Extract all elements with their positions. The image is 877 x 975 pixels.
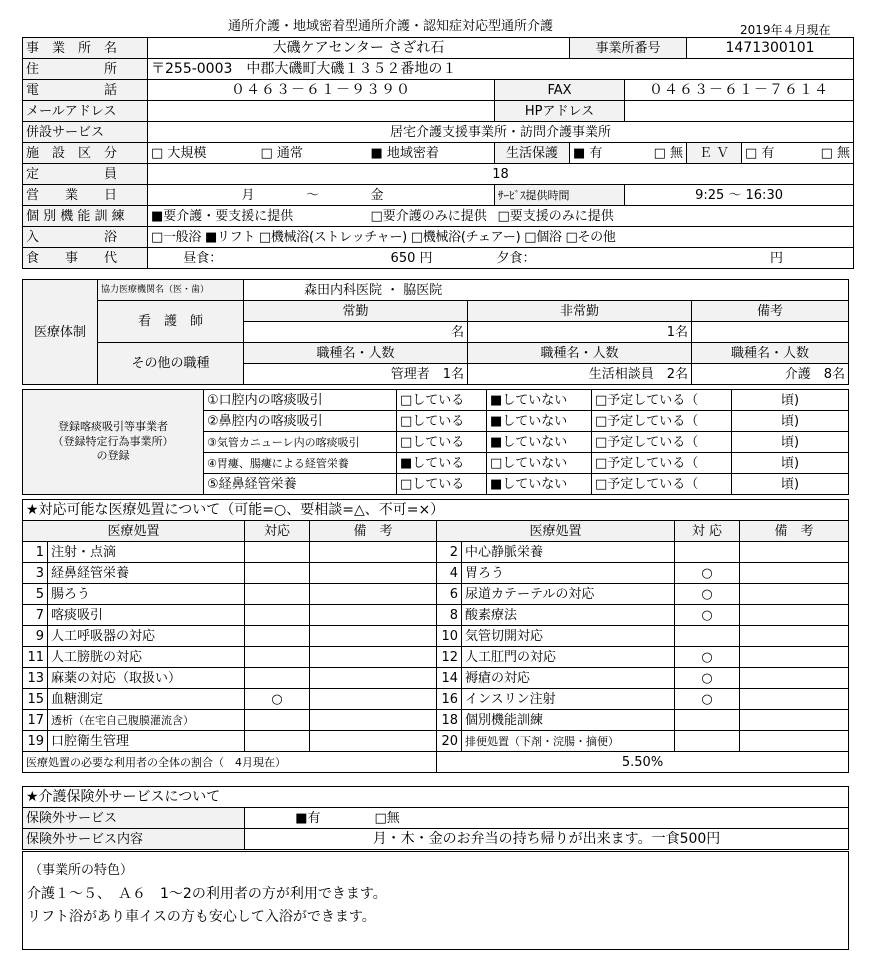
job-header-2: 職種名・人数 — [468, 343, 692, 364]
fax: ０４６３－６１－７６１４ — [625, 80, 854, 101]
treatment-section-title: ★対応可能な医療処置について（可能=○、要相談=△、不可=×） — [23, 500, 849, 521]
features-box — [22, 851, 849, 950]
facility-label: 施 設 区 分 — [23, 143, 148, 164]
medical-section-label: 医療体制 — [23, 280, 98, 385]
treatment-header-item: 医療処置 — [23, 521, 245, 542]
treatment-header-resp: 対応 — [245, 521, 310, 542]
remarks-header: 備考 — [692, 301, 849, 322]
suction-item: ①口腔内の喀痰吸引 — [204, 390, 397, 411]
office-info-table — [22, 37, 854, 269]
suction-planned: □予定している（ — [592, 474, 732, 495]
nurse-fulltime: 名 — [244, 322, 468, 343]
facility-local: ■ 地域密着 — [368, 143, 495, 164]
row-address — [23, 59, 854, 80]
treatment-response — [245, 626, 310, 647]
treatment-response: ○ — [675, 668, 740, 689]
welfare-yes: ■ 有 — [570, 143, 625, 164]
treatment-note — [740, 626, 849, 647]
dinner-price: 円 — [570, 248, 854, 269]
job-3 — [692, 364, 849, 385]
treatment-note — [740, 689, 849, 710]
suction-item: ④胃瘻、腸瘻による経管栄養 — [204, 453, 397, 474]
treatment-note — [310, 563, 437, 584]
treatment-table — [22, 499, 849, 773]
fulltime-header: 常勤 — [244, 301, 468, 322]
suction-planned-time: 頃) — [732, 432, 849, 453]
job-2-name: 生活相談員 — [588, 366, 654, 382]
suction-item: ②鼻腔内の喀痰吸引 — [204, 411, 397, 432]
treatment-row — [23, 689, 849, 710]
treatment-item: 人工肛門の対応 — [462, 647, 675, 668]
tel: ０４６３－６１－９３９０ — [148, 80, 495, 101]
treatment-header-note-2: 備 考 — [740, 521, 849, 542]
treatment-note — [740, 710, 849, 731]
treatment-item: 人工膀胱の対応 — [48, 647, 245, 668]
treatment-response — [245, 563, 310, 584]
treatment-number: 5 — [23, 584, 48, 605]
training-opt1: ■要介護・要支援に提供 — [148, 206, 368, 227]
insurance-content-label: 保険外サービス内容 — [23, 829, 245, 850]
treatment-number: 2 — [437, 542, 462, 563]
suction-row-1 — [23, 390, 849, 411]
insurance-svc-label: 保険外サービス — [23, 808, 245, 829]
mail-label: メールアドレス — [23, 101, 148, 122]
treatment-response: ○ — [675, 605, 740, 626]
row-tel — [23, 80, 854, 101]
training-opt3: □要支援のみに提供 — [495, 206, 854, 227]
treatment-response — [245, 668, 310, 689]
nurse-remarks — [692, 322, 849, 343]
treatment-number: 17 — [23, 710, 48, 731]
treatment-number: 6 — [437, 584, 462, 605]
suction-planned-time: 頃) — [732, 390, 849, 411]
suction-planned: □予定している（ — [592, 390, 732, 411]
office-number-label: 事業所番号 — [570, 38, 687, 59]
job-3-name: 介護 — [784, 366, 811, 382]
suction-not-doing: ■していない — [487, 411, 592, 432]
suction-doing: □している — [397, 390, 487, 411]
treatment-item: 個別機能訓練 — [462, 710, 675, 731]
office-name-label: 事 業 所 名 — [23, 38, 148, 59]
suction-planned-time: 頃) — [732, 411, 849, 432]
treatment-response — [245, 710, 310, 731]
insurance-content: 月・木・金のお弁当の持ち帰りが出来ます。一食500円 — [245, 829, 849, 850]
suction-planned: □予定している（ — [592, 411, 732, 432]
office-number: 1471300101 — [687, 38, 854, 59]
combined-label: 併設サービス — [23, 122, 148, 143]
treatment-item: 注射・点滴 — [48, 542, 245, 563]
job-1 — [244, 364, 468, 385]
row-combined — [23, 122, 854, 143]
mail — [148, 101, 495, 122]
treatment-number: 14 — [437, 668, 462, 689]
combined-services: 居宅介護支援事業所・訪問介護事業所 — [148, 122, 854, 143]
treatment-note — [310, 668, 437, 689]
treatment-note — [310, 542, 437, 563]
treatment-header-item-2: 医療処置 — [437, 521, 675, 542]
as-of-date: 2019年４月現在 — [740, 23, 831, 37]
insurance-table — [22, 786, 849, 850]
bath-opt-individual: □個浴 — [524, 229, 562, 245]
treatment-item: 血糖測定 — [48, 689, 245, 710]
treatment-number: 16 — [437, 689, 462, 710]
ev-no: □ 無 — [786, 143, 854, 164]
treatment-note — [740, 584, 849, 605]
hp-label: HPアドレス — [495, 101, 625, 122]
treatment-item: 排便処置（下剤・浣腸・摘便） — [462, 731, 675, 752]
treatment-note — [740, 542, 849, 563]
treatment-row — [23, 647, 849, 668]
capacity-label: 定 員 — [23, 164, 148, 185]
insurance-section-title: ★介護保険外サービスについて — [23, 787, 849, 808]
suction-doing: □している — [397, 411, 487, 432]
treatment-number: 12 — [437, 647, 462, 668]
bath-opt-general: □一般浴 — [151, 229, 202, 245]
features-line-1: 介護１～５、 Ａ６ 1～2の利用者の方が利用できます。 — [27, 886, 387, 902]
nurse-parttime: 1名 — [468, 322, 692, 343]
welfare-no: □ 無 — [625, 143, 687, 164]
ev-yes: □ 有 — [742, 143, 786, 164]
ratio-value: 5.50% — [437, 752, 849, 773]
treatment-note — [310, 605, 437, 626]
hp — [625, 101, 854, 122]
suction-not-doing: ■していない — [487, 390, 592, 411]
job-1-name: 管理者 — [390, 366, 430, 382]
treatment-response — [245, 647, 310, 668]
coop-label: 協力医療機関名（医・歯） — [98, 280, 244, 301]
treatment-row — [23, 542, 849, 563]
treatment-number: 7 — [23, 605, 48, 626]
treatment-note — [740, 647, 849, 668]
treatment-item: 酸素療法 — [462, 605, 675, 626]
treatment-response — [245, 542, 310, 563]
treatment-item: 麻薬の対応（取扱い） — [48, 668, 245, 689]
meal-label: 食 事 代 — [23, 248, 148, 269]
treatment-item: 口腔衛生管理 — [48, 731, 245, 752]
other-staff-label: その他の職種 — [98, 343, 244, 385]
treatment-header-resp-2: 対 応 — [675, 521, 740, 542]
hours-label: ｻｰﾋﾞｽ提供時間 — [495, 185, 625, 206]
training-label: 個 別 機 能 訓 練 — [23, 206, 148, 227]
treatment-response — [675, 542, 740, 563]
suction-item: ③気管カニューレ内の喀痰吸引 — [204, 432, 397, 453]
treatment-number: 13 — [23, 668, 48, 689]
suction-table — [22, 389, 849, 495]
row-mail — [23, 101, 854, 122]
treatment-item: 透析（在宅自己腹膜灌流含） — [48, 710, 245, 731]
tel-label: 電 話 — [23, 80, 148, 101]
suction-planned-time: 頃) — [732, 474, 849, 495]
treatment-response — [245, 584, 310, 605]
bath-opt-chair: □機械浴(チェアー) — [410, 229, 521, 245]
treatment-item: 中心静脈栄養 — [462, 542, 675, 563]
treatment-row — [23, 605, 849, 626]
office-name: 大磯ケアセンター さざれ石 — [148, 38, 570, 59]
job-header-1: 職種名・人数 — [244, 343, 468, 364]
facility-large: □ 大規模 — [148, 143, 258, 164]
insurance-svc-no: □無 — [335, 808, 849, 829]
ratio-label: 医療処置の必要な利用者の全体の割合（ 4月現在） — [23, 752, 437, 773]
job-3-count: 8名 — [823, 366, 845, 382]
treatment-response — [675, 731, 740, 752]
suction-doing: □している — [397, 474, 487, 495]
row-bath — [23, 227, 854, 248]
welfare-label: 生活保護 — [495, 143, 570, 164]
facility-normal: □ 通常 — [258, 143, 368, 164]
treatment-item: 気管切開対応 — [462, 626, 675, 647]
job-header-3: 職種名・人数 — [692, 343, 849, 364]
treatment-item: 経鼻経管栄養 — [48, 563, 245, 584]
suction-label-line2: （登録特定行為事業所） — [52, 434, 174, 448]
treatment-item: 胃ろう — [462, 563, 675, 584]
bath-opt-stretcher: □機械浴(ストレッチャー) — [258, 229, 407, 245]
treatment-response — [245, 731, 310, 752]
days-to: 金 — [368, 185, 495, 206]
treatment-number: 18 — [437, 710, 462, 731]
days-label: 営 業 日 — [23, 185, 148, 206]
suction-planned: □予定している（ — [592, 432, 732, 453]
treatment-note — [310, 626, 437, 647]
days-sep: ～ — [258, 185, 368, 206]
treatment-item: 喀痰吸引 — [48, 605, 245, 626]
treatment-number: 11 — [23, 647, 48, 668]
treatment-number: 1 — [23, 542, 48, 563]
treatment-response — [675, 626, 740, 647]
treatment-row — [23, 710, 849, 731]
suction-not-doing: □していない — [487, 453, 592, 474]
treatment-row — [23, 584, 849, 605]
suction-doing: ■している — [397, 453, 487, 474]
treatment-header-note: 備 考 — [310, 521, 437, 542]
treatment-number: 10 — [437, 626, 462, 647]
suction-item: ⑤経鼻経管栄養 — [204, 474, 397, 495]
bath-label: 入 浴 — [23, 227, 148, 248]
fax-label: FAX — [495, 80, 625, 101]
row-training — [23, 206, 854, 227]
treatment-number: 3 — [23, 563, 48, 584]
bath-options — [148, 227, 854, 248]
medical-table — [22, 279, 849, 385]
treatment-number: 20 — [437, 731, 462, 752]
suction-label — [23, 390, 204, 495]
treatment-response: ○ — [675, 689, 740, 710]
features-line-2: リフト浴があり車イスの方も安心して入浴ができます。 — [27, 909, 376, 925]
ev-label: Ｅ Ｖ — [687, 143, 742, 164]
treatment-item: 褥瘡の対応 — [462, 668, 675, 689]
dinner-label: 夕食： — [463, 248, 570, 269]
treatment-response — [245, 605, 310, 626]
suction-planned: □予定している（ — [592, 453, 732, 474]
job-2-count: 2名 — [666, 366, 688, 382]
treatment-note — [310, 647, 437, 668]
suction-not-doing: ■していない — [487, 474, 592, 495]
row-days — [23, 185, 854, 206]
treatment-item: 尿道カテーテルの対応 — [462, 584, 675, 605]
treatment-response: ○ — [675, 584, 740, 605]
treatment-number: 4 — [437, 563, 462, 584]
treatment-item: 腸ろう — [48, 584, 245, 605]
hours: 9:25 ～ 16:30 — [625, 185, 854, 206]
treatment-response: ○ — [675, 647, 740, 668]
treatment-row — [23, 668, 849, 689]
treatment-row — [23, 626, 849, 647]
lunch-label: 昼食： — [148, 248, 258, 269]
treatment-item: インスリン注射 — [462, 689, 675, 710]
treatment-note — [310, 584, 437, 605]
row-office-name — [23, 38, 854, 59]
treatment-response — [675, 710, 740, 731]
suction-not-doing: ■していない — [487, 432, 592, 453]
nurse-label: 看 護 師 — [98, 301, 244, 343]
insurance-svc-yes: ■有 — [245, 808, 335, 829]
treatment-note — [310, 731, 437, 752]
treatment-number: 9 — [23, 626, 48, 647]
suction-doing: □している — [397, 432, 487, 453]
days-from: 月 — [148, 185, 258, 206]
training-opt2: □要介護のみに提供 — [368, 206, 495, 227]
treatment-number: 19 — [23, 731, 48, 752]
treatment-response: ○ — [245, 689, 310, 710]
treatment-note — [310, 710, 437, 731]
treatment-number: 8 — [437, 605, 462, 626]
job-2 — [468, 364, 692, 385]
treatment-note — [310, 689, 437, 710]
row-facility — [23, 143, 854, 164]
page-title: 通所介護・地域密着型通所介護・認知症対応型通所介護 — [228, 19, 554, 34]
row-meal — [23, 248, 854, 269]
bath-opt-other: □その他 — [565, 229, 616, 245]
treatment-item: 人工呼吸器の対応 — [48, 626, 245, 647]
treatment-note — [740, 731, 849, 752]
features-label: （事業所の特色） — [29, 863, 134, 878]
treatment-row — [23, 731, 849, 752]
job-1-count: 1名 — [442, 366, 464, 382]
address: 〒255-0003 中郡大磯町大磯１３５２番地の１ — [148, 59, 854, 80]
address-label: 住 所 — [23, 59, 148, 80]
treatment-number: 15 — [23, 689, 48, 710]
coop-institutions: 森田内科医院 ・ 脇医院 — [244, 280, 849, 301]
suction-planned-time: 頃) — [732, 453, 849, 474]
treatment-response: ○ — [675, 563, 740, 584]
treatment-row — [23, 563, 849, 584]
suction-label-line3: の登録 — [96, 449, 130, 463]
treatment-note — [740, 605, 849, 626]
parttime-header: 非常勤 — [468, 301, 692, 322]
bath-opt-lift: ■リフト — [204, 229, 256, 245]
capacity: 18 — [148, 164, 854, 185]
suction-label-line1: 登録喀痰吸引等事業者 — [58, 419, 168, 433]
lunch-price: 650 円 — [258, 248, 463, 269]
treatment-note — [740, 563, 849, 584]
row-capacity — [23, 164, 854, 185]
treatment-note — [740, 668, 849, 689]
